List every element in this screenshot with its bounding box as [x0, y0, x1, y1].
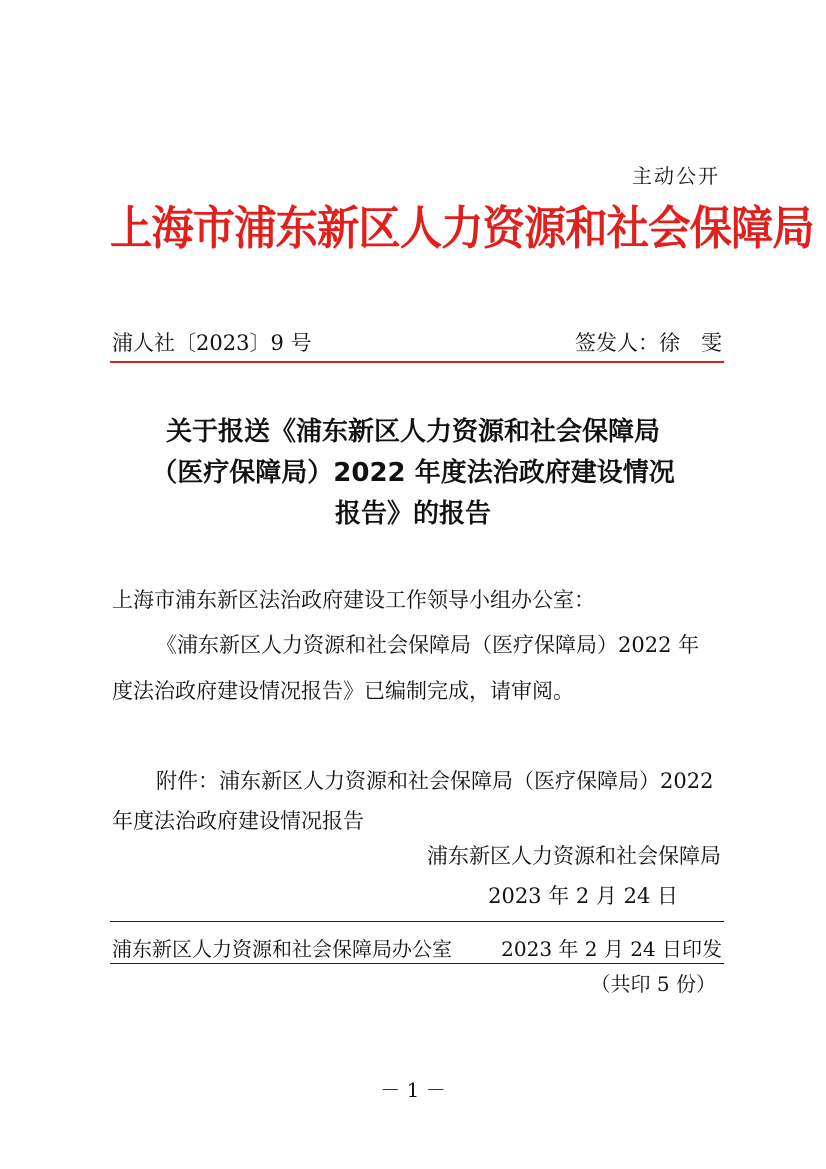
copies-count: （共印 5 份） [590, 972, 716, 996]
print-org: 浦东新区人力资源和社会保障局办公室 [112, 937, 452, 961]
document-title [100, 412, 726, 535]
signature-date: 2023 年 2 月 24 日 [488, 884, 678, 908]
print-date: 2023 年 2 月 24 日印发 [501, 937, 722, 961]
issuer: 签发人：徐 雯 [575, 331, 722, 355]
org-header: 上海市浦东新区人力资源和社会保障局 [110, 201, 814, 255]
addressee: 上海市浦东新区法治政府建设工作领导小组办公室： [112, 588, 595, 612]
disclosure-label: 主动公开 [632, 164, 720, 188]
body-line: 度法治政府建设情况报告》已编制完成，请审阅。 [112, 679, 574, 703]
title-line: 关于报送《浦东新区人力资源和社会保障局 [165, 417, 660, 447]
page-number: － 1 － [380, 1078, 446, 1102]
document-number: 浦人社〔2023〕9 号 [112, 331, 312, 355]
red-divider [110, 361, 724, 363]
attachment-line: 附件：浦东新区人力资源和社会保障局（医疗保障局）2022 [156, 769, 714, 793]
attachment-line: 年度法治政府建设情况报告 [112, 809, 364, 833]
title-line: 报告》的报告 [334, 499, 491, 529]
footer-divider-bottom [110, 963, 724, 964]
body-line: 《浦东新区人力资源和社会保障局（医疗保障局）2022 年 [156, 633, 700, 657]
signature-org: 浦东新区人力资源和社会保障局 [427, 844, 721, 868]
footer-divider-top [110, 921, 724, 922]
title-line: （医疗保障局）2022 年度法治政府建设情况 [151, 458, 675, 488]
